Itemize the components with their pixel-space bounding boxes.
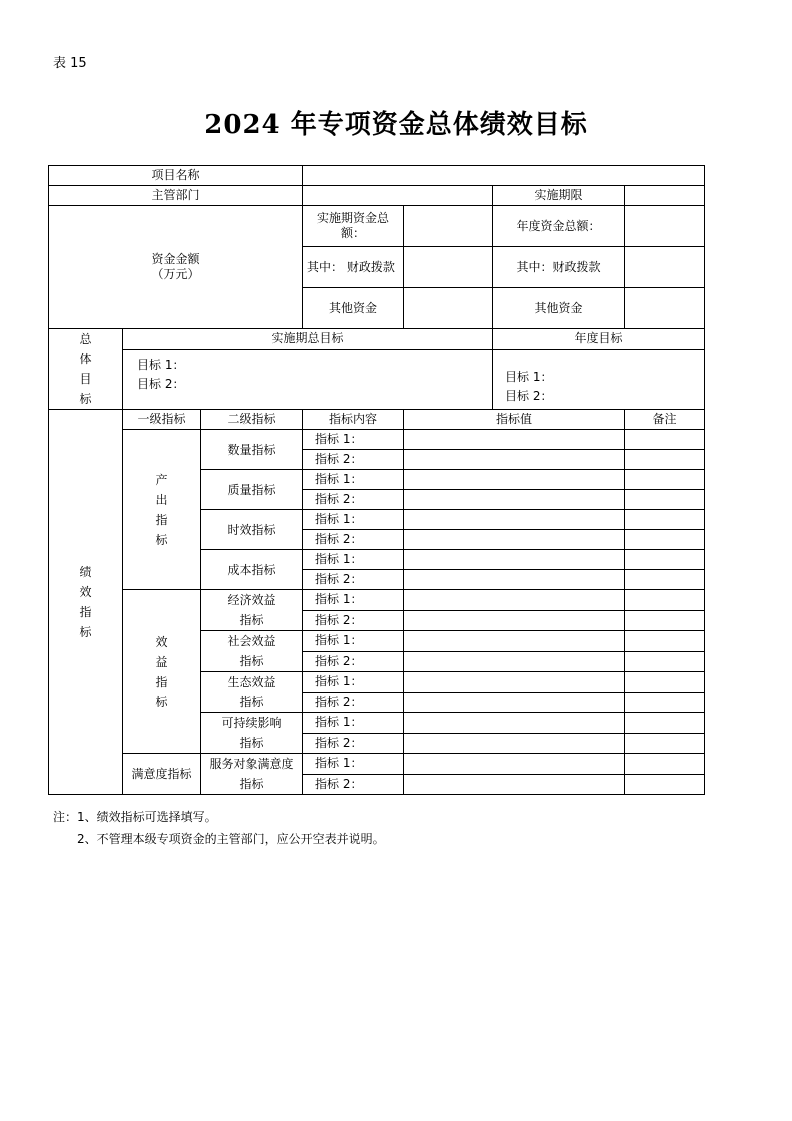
- performance-goal-table: [48, 165, 705, 795]
- period-total-label: 实施期资金总额：: [303, 206, 404, 247]
- indicator-item-label: 指标 1：: [315, 633, 363, 648]
- indicator-remark[interactable]: [625, 713, 705, 734]
- indicator-value[interactable]: [404, 450, 625, 470]
- indicator-item-label: 指标 1：: [315, 674, 363, 689]
- indicator-content[interactable]: [303, 450, 404, 470]
- indicator-item-label: 指标 1：: [315, 432, 363, 446]
- period-other-value[interactable]: [404, 288, 493, 329]
- indicator-remark[interactable]: [625, 651, 705, 672]
- level2-cell: [201, 631, 303, 672]
- level1-name: 满意度指标: [131, 766, 192, 781]
- indicator-value[interactable]: [404, 590, 625, 611]
- indicator-value[interactable]: [404, 510, 625, 530]
- level2-name: 数量指标: [227, 442, 276, 457]
- indicator-value[interactable]: [404, 733, 625, 754]
- indicator-item-label: 指标 1：: [315, 512, 363, 526]
- level2-cell: [201, 713, 303, 754]
- level2-cell: [201, 470, 303, 510]
- project-name-value[interactable]: [303, 166, 705, 186]
- goal-item: 目标 1：: [137, 357, 185, 372]
- goal-item: 目标 1：: [505, 369, 553, 384]
- annual-fiscal-label: 其中：财政拨款: [493, 247, 625, 288]
- indicator-item-label: 指标 1：: [315, 552, 363, 566]
- indicator-value[interactable]: [404, 631, 625, 652]
- content-header: 指标内容: [303, 410, 404, 430]
- indicator-remark[interactable]: [625, 550, 705, 570]
- indicator-item-label: 指标 2：: [315, 653, 363, 668]
- indicator-value[interactable]: [404, 692, 625, 713]
- indicator-content[interactable]: [303, 590, 404, 611]
- indicator-remark[interactable]: [625, 754, 705, 775]
- indicator-item-label: 指标 2：: [315, 694, 363, 709]
- dept-label: 主管部门: [49, 186, 303, 206]
- annual-goal-header: 年度目标: [493, 329, 705, 350]
- annual-total-label: 年度资金总额：: [493, 206, 625, 247]
- page-title: 2024 年专项资金总体绩效目标: [204, 110, 588, 140]
- indicator-value[interactable]: [404, 651, 625, 672]
- indicator-content[interactable]: [303, 672, 404, 693]
- indicator-value[interactable]: [404, 672, 625, 693]
- indicator-value[interactable]: [404, 754, 625, 775]
- dept-value[interactable]: [303, 186, 493, 206]
- indicator-content[interactable]: [303, 510, 404, 530]
- indicator-item-label: 指标 2：: [315, 492, 363, 506]
- level1-cell: [123, 754, 201, 795]
- level1-header: 一级指标: [123, 410, 201, 430]
- indicator-value[interactable]: [404, 713, 625, 734]
- indicator-remark[interactable]: [625, 530, 705, 550]
- level1-name: 产出指标: [155, 472, 168, 547]
- indicator-value[interactable]: [404, 610, 625, 631]
- indicator-remark[interactable]: [625, 610, 705, 631]
- level2-name: 社会效益 指标: [227, 634, 276, 668]
- level2-cell: [201, 754, 303, 795]
- indicator-content[interactable]: [303, 470, 404, 490]
- indicator-remark[interactable]: [625, 490, 705, 510]
- indicator-item-label: 指标 1：: [315, 472, 363, 486]
- period-total-value[interactable]: [404, 206, 493, 247]
- indicator-value[interactable]: [404, 470, 625, 490]
- indicator-item-label: 指标 1：: [315, 715, 363, 730]
- indicator-value[interactable]: [404, 550, 625, 570]
- period-other-label: 其他资金: [303, 288, 404, 329]
- indicator-content[interactable]: [303, 733, 404, 754]
- level2-cell: [201, 590, 303, 631]
- indicator-content[interactable]: [303, 550, 404, 570]
- indicator-content[interactable]: [303, 430, 404, 450]
- indicator-item-label: 指标 2：: [315, 612, 363, 627]
- indicator-item-label: 指标 2：: [315, 452, 363, 466]
- indicator-value[interactable]: [404, 774, 625, 795]
- indicator-item-label: 指标 1：: [315, 756, 363, 771]
- remark-header: 备注: [625, 410, 705, 430]
- fund-unit-text: （万元）: [151, 267, 200, 281]
- indicator-content[interactable]: [303, 774, 404, 795]
- indicator-remark[interactable]: [625, 590, 705, 611]
- indicator-remark[interactable]: [625, 470, 705, 490]
- level2-name: 时效指标: [227, 522, 276, 537]
- indicator-remark[interactable]: [625, 692, 705, 713]
- annual-fiscal-value[interactable]: [625, 247, 705, 288]
- indicator-content[interactable]: [303, 713, 404, 734]
- table-number: 表 15: [53, 56, 87, 71]
- annual-other-value[interactable]: [625, 288, 705, 329]
- indicator-value[interactable]: [404, 530, 625, 550]
- note-2: 2、不管理本级专项资金的主管部门，应公开空表并说明。: [77, 832, 385, 846]
- indicator-remark[interactable]: [625, 631, 705, 652]
- indicator-value[interactable]: [404, 570, 625, 590]
- indicator-content[interactable]: [303, 530, 404, 550]
- level2-name: 质量指标: [227, 482, 276, 497]
- level2-cell: [201, 430, 303, 470]
- indicator-content[interactable]: [303, 631, 404, 652]
- indicator-item-label: 指标 2：: [315, 572, 363, 586]
- indicator-remark[interactable]: [625, 450, 705, 470]
- indicator-label-text: 绩效指标: [79, 565, 92, 639]
- indicator-content[interactable]: [303, 570, 404, 590]
- indicator-value[interactable]: [404, 490, 625, 510]
- period-goal-list: [123, 350, 492, 394]
- annual-total-value[interactable]: [625, 206, 705, 247]
- annual-goal-list: [493, 350, 704, 406]
- period-value[interactable]: [625, 186, 705, 206]
- level2-cell: [201, 550, 303, 590]
- level2-name: 可持续影响 指标: [221, 716, 282, 750]
- level2-name: 经济效益 指标: [227, 593, 276, 627]
- indicator-content[interactable]: [303, 610, 404, 631]
- level2-cell: [201, 672, 303, 713]
- indicator-remark[interactable]: [625, 510, 705, 530]
- fund-amount-text: 资金金额: [151, 252, 200, 266]
- period-fiscal-value[interactable]: [404, 247, 493, 288]
- project-name-label: 项目名称: [49, 166, 303, 186]
- level2-cell: [201, 510, 303, 550]
- indicator-item-label: 指标 1：: [315, 592, 363, 607]
- period-fiscal-label: 其中： 财政拨款: [303, 247, 404, 288]
- indicator-content[interactable]: [303, 692, 404, 713]
- indicator-content[interactable]: [303, 651, 404, 672]
- period-goal-cell[interactable]: [123, 349, 493, 410]
- level1-cell: [123, 430, 201, 590]
- indicator-remark[interactable]: [625, 570, 705, 590]
- level2-header: 二级指标: [201, 410, 303, 430]
- indicator-item-label: 指标 2：: [315, 532, 363, 546]
- indicator-content[interactable]: [303, 754, 404, 775]
- period-label: 实施期限: [493, 186, 625, 206]
- level1-name: 效益指标: [155, 634, 168, 709]
- notes: [53, 806, 385, 850]
- indicator-item-label: 指标 2：: [315, 735, 363, 750]
- period-goal-header: 实施期总目标: [123, 329, 493, 350]
- indicator-remark[interactable]: [625, 672, 705, 693]
- annual-other-label: 其他资金: [493, 288, 625, 329]
- indicator-remark[interactable]: [625, 733, 705, 754]
- level1-cell: [123, 590, 201, 754]
- indicator-remark[interactable]: [625, 430, 705, 450]
- indicator-item-label: 指标 2：: [315, 776, 363, 791]
- level2-name: 成本指标: [227, 562, 276, 577]
- indicator-label: [49, 410, 123, 795]
- level2-name: 生态效益 指标: [227, 675, 276, 709]
- annual-goal-cell[interactable]: [493, 349, 705, 410]
- indicator-content[interactable]: [303, 490, 404, 510]
- note-1: 注：1、绩效指标可选择填写。: [53, 810, 217, 824]
- goal-item: 目标 2：: [505, 388, 553, 403]
- value-header: 指标值: [404, 410, 625, 430]
- indicator-remark[interactable]: [625, 774, 705, 795]
- indicator-value[interactable]: [404, 430, 625, 450]
- overall-goal-label: [49, 329, 123, 410]
- goal-item: 目标 2：: [137, 376, 185, 391]
- overall-goal-text: 总体目标: [79, 332, 92, 406]
- level2-name: 服务对象满意度 指标: [209, 757, 294, 791]
- fund-amount-label: [49, 206, 303, 329]
